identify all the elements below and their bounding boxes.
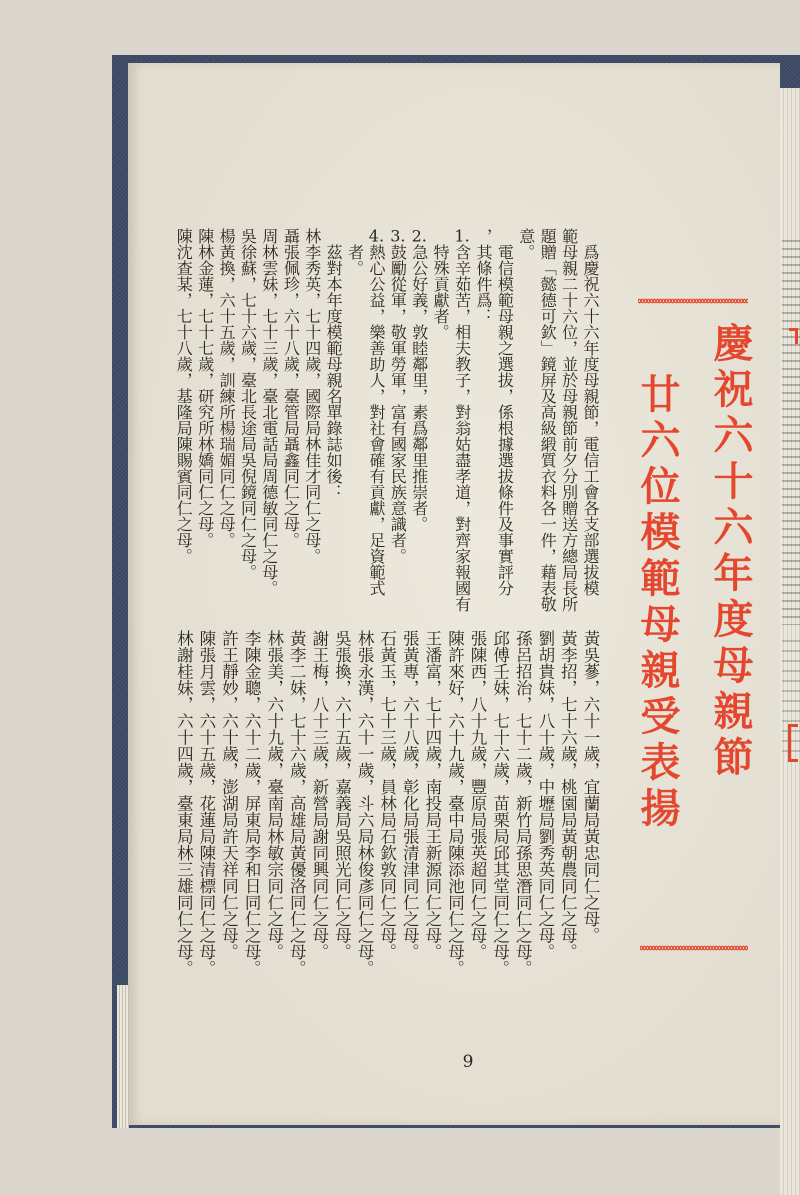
- honoree-entry: 陳許來好，六十九歲，臺中局陳添池同仁之母。: [445, 630, 465, 977]
- honoree-entry: 林張永漢，六十一歲，斗六局林俊彥同仁之母。: [355, 630, 375, 977]
- criteria-text: 鼓勵從軍，敬軍勞軍，富有國家民族意識者。: [388, 244, 408, 564]
- intro-line: 題贈「懿德可欽」鏡屏及高級緞質衣料各一件，藉表敬: [538, 228, 558, 612]
- criteria-item: [366, 228, 387, 612]
- criteria-item: [451, 228, 472, 612]
- criteria-text: 急公好義，敦睦鄰里，素爲鄰里推崇者。: [409, 244, 429, 532]
- honoree-entry: 石黃玉，七十三歲，員林局石欽敦同仁之母。: [377, 630, 397, 960]
- intro-line: 爲慶祝六十六年度母親節，電信工會各支部選拔模: [581, 244, 600, 596]
- conditions-line: 電信模範母親之選拔，係根據選拔條件及事實評分: [495, 244, 515, 596]
- intro-line: 意。: [516, 228, 536, 260]
- honoree-entry: 許王靜妙，六十歲，澎湖局許天祥同仁之母。: [219, 630, 239, 960]
- honoree-entry: 陳林金蓮，七十七歲，研究所林嬌同仁之母。: [195, 228, 215, 548]
- criteria-number: 1.: [454, 228, 470, 244]
- criteria-number: 3.: [390, 228, 406, 244]
- honoree-entry: 黃吳蔘，六十一歲，宜蘭局黃忠同仁之母。: [581, 630, 600, 944]
- list-intro: 茲對本年度模範母親名單錄誌如後：: [324, 244, 344, 500]
- page-edge-red-mark: [788, 724, 798, 762]
- criteria-item: [408, 228, 429, 612]
- honoree-entry: 吳張換，六十五歲，嘉義局吳照光同仁之母。: [332, 630, 352, 960]
- criteria-number: 4.: [368, 228, 385, 244]
- wavy-ornament-top: [638, 296, 748, 306]
- honoree-entry: 楊黃換，六十五歲，訓練所楊瑞媚同仁之母。: [217, 228, 237, 548]
- honoree-entry: 陳沈查某，七十八歲，基隆局陳賜賓同仁之母。: [174, 228, 194, 564]
- title-line-1: 慶祝六十六年度母親節: [707, 322, 753, 782]
- wavy-ornament-bottom: [640, 943, 748, 953]
- honoree-entry: 周林雲妹，七十三歲，臺北電話局周德敏同仁之母。: [259, 228, 279, 596]
- honoree-entry: 林謝桂妹，六十四歲，臺東局林三雄同仁之母。: [174, 630, 194, 977]
- page-edge-red-mark: [789, 328, 798, 344]
- criteria-text: 含辛茹苦，相夫教子，對翁姑盡孝道，對齊家報國有: [452, 244, 472, 612]
- honoree-entry: 孫呂招治，七十二歲，新竹局孫思潛同仁之母。: [513, 630, 533, 977]
- honoree-entry: 邱傅壬妹，七十六歲，苗栗局邱其堂同仁之母。: [490, 630, 510, 977]
- honoree-entry: 王潘富，七十四歲，南投局王新源同仁之母。: [422, 630, 442, 960]
- lower-text-block: [172, 630, 601, 977]
- honoree-entry: 林李秀英，七十四歲，國際局林佳才同仁之母。: [302, 228, 322, 564]
- honoree-entry: 黃李二妹，七十六歲，高雄局黃優洛同仁之母。: [287, 630, 307, 977]
- criteria-item: [387, 228, 408, 612]
- honoree-entry: 陳張月雲，六十五歲，花蓮局陳清標同仁之母。: [196, 630, 216, 977]
- honoree-entry: 聶張佩珍，六十八歲，臺管局聶鑫同仁之母。: [281, 228, 301, 548]
- honoree-entry: 吳徐蘇，七十六歲，臺北長途局吳倪鏡同仁之母。: [238, 228, 258, 580]
- honoree-entry: 黃李招，七十六歲，桃園局黃朝農同仁之母。: [558, 630, 578, 960]
- honoree-entry: 劉胡貴妹，八十歲，中壢局劉秀英同仁之母。: [535, 630, 555, 960]
- criteria-text: 特殊貢獻者。: [431, 244, 451, 340]
- upper-text-block: [173, 228, 601, 612]
- page-edge-marks: [782, 240, 800, 625]
- honoree-entry: 李陳金聰，六十二歲，屏東局李和日同仁之母。: [242, 630, 262, 977]
- honoree-entry: 林張美，六十九歲，臺南局林敏宗同仁之母。: [264, 630, 284, 960]
- title-line-2: 廿六位模範母親受表揚: [634, 373, 680, 833]
- honoree-entry: 謝王梅，八十三歲，新營局謝同興同仁之母。: [309, 630, 329, 960]
- page-edge-left: [117, 985, 129, 1128]
- intro-line: 範母親二十六位，並於母親節前夕分別贈送方總局長所: [559, 228, 579, 612]
- criteria-number: 2.: [411, 228, 427, 244]
- criteria-text: 熱心公益，樂善助人，對社會確有貢獻，足資範式: [366, 244, 386, 596]
- page-number: 9: [462, 1052, 474, 1072]
- honoree-entry: 張黃專，六十八歲，彰化局張清津同仁之母。: [400, 630, 420, 960]
- honoree-entry: 張陳西，八十九歲，豐原局張英超同仁之母。: [468, 630, 488, 960]
- conditions-line: ，其條件爲：: [473, 228, 493, 324]
- criteria-text: 者。: [345, 244, 365, 276]
